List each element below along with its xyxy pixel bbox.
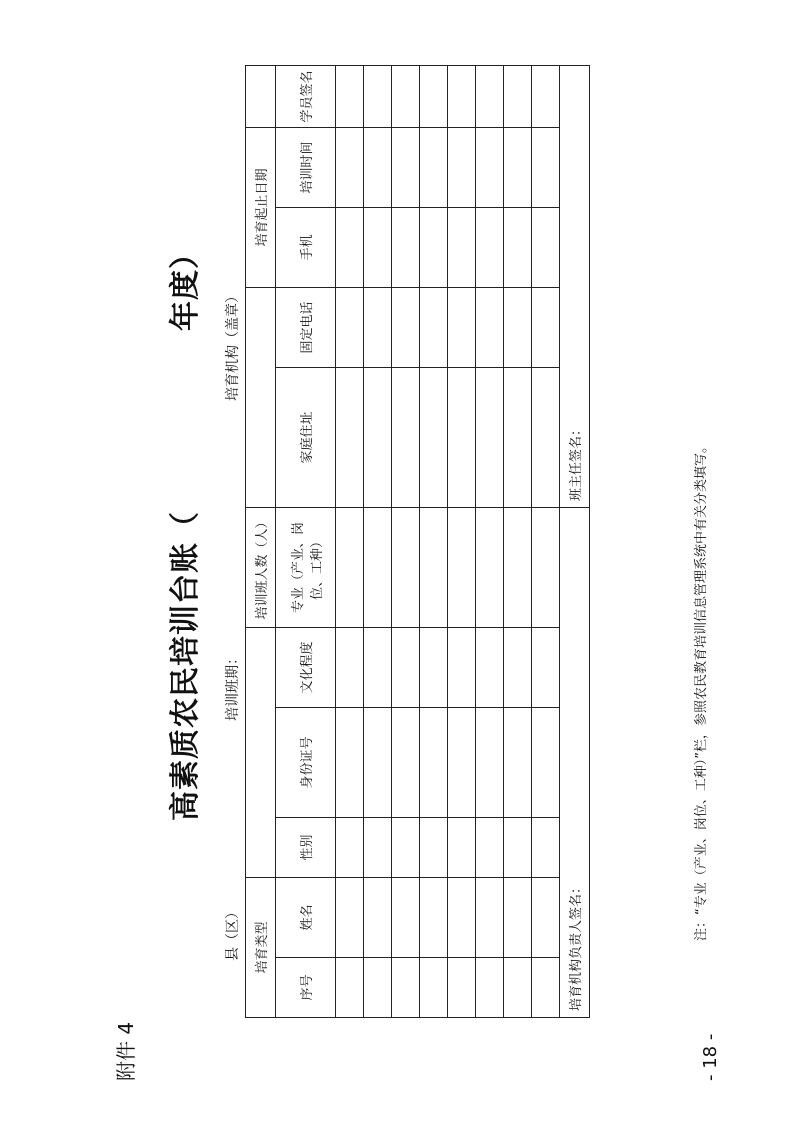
table-cell[interactable]	[420, 877, 448, 957]
col-header: 固定电话	[276, 287, 336, 367]
col-header: 学员签名	[276, 65, 336, 127]
table-cell[interactable]	[532, 207, 560, 287]
table-cell[interactable]	[476, 507, 504, 627]
table-cell[interactable]	[476, 65, 504, 127]
table-cell[interactable]	[504, 367, 532, 507]
col-header: 手机	[276, 207, 336, 287]
table-cell[interactable]	[336, 817, 364, 877]
table-cell[interactable]	[532, 367, 560, 507]
table-cell[interactable]	[532, 287, 560, 367]
table-row	[476, 65, 504, 1017]
table-cell[interactable]	[504, 207, 532, 287]
table-cell[interactable]	[420, 127, 448, 207]
table-cell[interactable]	[448, 287, 476, 367]
table-cell[interactable]	[448, 207, 476, 287]
table-cell[interactable]	[476, 367, 504, 507]
table-cell[interactable]	[336, 877, 364, 957]
table-cell[interactable]	[532, 958, 560, 1018]
table-cell[interactable]	[448, 507, 476, 627]
table-cell[interactable]	[364, 207, 392, 287]
table-cell[interactable]	[392, 65, 420, 127]
table-row	[532, 65, 560, 1017]
table-cell[interactable]	[448, 958, 476, 1018]
table-cell[interactable]	[504, 65, 532, 127]
table-row	[504, 65, 532, 1017]
col-header: 家庭住址	[276, 367, 336, 507]
table-cell[interactable]	[532, 127, 560, 207]
table-cell[interactable]	[448, 367, 476, 507]
table-cell[interactable]	[476, 627, 504, 707]
table-cell[interactable]	[392, 627, 420, 707]
table-body	[336, 65, 560, 1017]
table-cell[interactable]	[476, 707, 504, 817]
table-cell[interactable]	[448, 127, 476, 207]
table-cell[interactable]	[532, 507, 560, 627]
table-cell[interactable]	[364, 817, 392, 877]
table-cell[interactable]	[420, 817, 448, 877]
table-cell[interactable]	[420, 65, 448, 127]
table-cell[interactable]	[336, 367, 364, 507]
table-cell[interactable]	[532, 817, 560, 877]
table-cell[interactable]	[532, 877, 560, 957]
page-number: - 18 -	[700, 1033, 721, 1081]
table-cell[interactable]	[504, 817, 532, 877]
table-cell[interactable]	[336, 207, 364, 287]
table-cell[interactable]	[364, 507, 392, 627]
table-cell[interactable]	[392, 817, 420, 877]
table-cell[interactable]	[392, 707, 420, 817]
title-main: 高素质农民培训台账（	[168, 511, 203, 821]
col-header: 身份证号	[276, 707, 336, 817]
table-cell[interactable]	[336, 65, 364, 127]
table-cell[interactable]	[448, 65, 476, 127]
table-cell[interactable]	[392, 207, 420, 287]
table-cell[interactable]	[504, 877, 532, 957]
table-cell[interactable]	[364, 958, 392, 1018]
table-cell[interactable]	[504, 127, 532, 207]
col-header: 性别	[276, 817, 336, 877]
group-count-header: 培训班人数（人）	[246, 507, 276, 627]
county-label: 县（区）	[225, 905, 241, 961]
table-cell[interactable]	[476, 287, 504, 367]
period-label: 培训班期：	[225, 651, 241, 721]
group-type-header: 培育类型	[246, 877, 276, 1017]
table-cell[interactable]	[392, 507, 420, 627]
table-cell[interactable]	[336, 507, 364, 627]
annex-label: 附件 4	[114, 1021, 138, 1081]
table-cell[interactable]	[392, 877, 420, 957]
table-cell[interactable]	[336, 127, 364, 207]
table-cell[interactable]	[504, 287, 532, 367]
table-cell[interactable]	[476, 958, 504, 1018]
table-cell[interactable]	[336, 707, 364, 817]
table-cell[interactable]	[504, 958, 532, 1018]
table-cell[interactable]	[476, 127, 504, 207]
table-cell[interactable]	[476, 817, 504, 877]
table-cell[interactable]	[420, 207, 448, 287]
table-cell[interactable]	[448, 817, 476, 877]
table-cell[interactable]	[448, 877, 476, 957]
table-cell[interactable]	[532, 627, 560, 707]
col-header: 专业（产业、岗位、工种）	[276, 507, 336, 627]
table-cell[interactable]	[532, 65, 560, 127]
ledger-table	[245, 65, 590, 1018]
col-header: 培训时间	[276, 127, 336, 207]
table-cell[interactable]	[364, 287, 392, 367]
table-cell[interactable]	[420, 367, 448, 507]
table-cell[interactable]	[420, 507, 448, 627]
table-cell[interactable]	[392, 287, 420, 367]
table-cell[interactable]	[364, 65, 392, 127]
table-cell[interactable]	[420, 958, 448, 1018]
table-row	[420, 65, 448, 1017]
table-cell[interactable]	[364, 707, 392, 817]
table-cell[interactable]	[504, 707, 532, 817]
footnote: 注：“专业（产业、岗位、工种）”栏，参照农民教育培训信息管理系统中有关分类填写。	[694, 440, 709, 941]
group-dates-header: 培育起止日期	[246, 127, 276, 287]
table-cell[interactable]	[392, 367, 420, 507]
table-cell[interactable]	[420, 287, 448, 367]
signature-row	[560, 65, 590, 1017]
table-cell[interactable]	[448, 707, 476, 817]
table-cell[interactable]	[364, 877, 392, 957]
org-head-signature: 培育机构负责人签名：	[560, 507, 590, 1017]
table-row	[364, 65, 392, 1017]
column-header-row	[276, 65, 336, 1017]
org-label: 培育机构（盖章）	[225, 289, 241, 401]
table-cell[interactable]	[420, 627, 448, 707]
table-cell[interactable]	[504, 507, 532, 627]
col-header: 姓名	[276, 877, 336, 957]
table-cell[interactable]	[504, 627, 532, 707]
class-teacher-signature: 班主任签名：	[560, 65, 590, 507]
table-cell[interactable]	[476, 877, 504, 957]
col-header: 文化程度	[276, 627, 336, 707]
table-cell[interactable]	[336, 627, 364, 707]
table-cell[interactable]	[364, 127, 392, 207]
table-cell[interactable]	[448, 627, 476, 707]
table-row	[392, 65, 420, 1017]
col-header: 序号	[276, 958, 336, 1018]
page-title	[160, 238, 204, 821]
table-cell[interactable]	[476, 207, 504, 287]
table-cell[interactable]	[364, 627, 392, 707]
table-cell[interactable]	[392, 127, 420, 207]
table-cell[interactable]	[364, 367, 392, 507]
table-cell[interactable]	[420, 707, 448, 817]
table-cell[interactable]	[336, 287, 364, 367]
table-cell[interactable]	[336, 958, 364, 1018]
table-cell[interactable]	[392, 958, 420, 1018]
table-row	[448, 65, 476, 1017]
table-row	[336, 65, 364, 1017]
title-suffix: 年度）	[168, 238, 203, 331]
table-cell[interactable]	[532, 707, 560, 817]
